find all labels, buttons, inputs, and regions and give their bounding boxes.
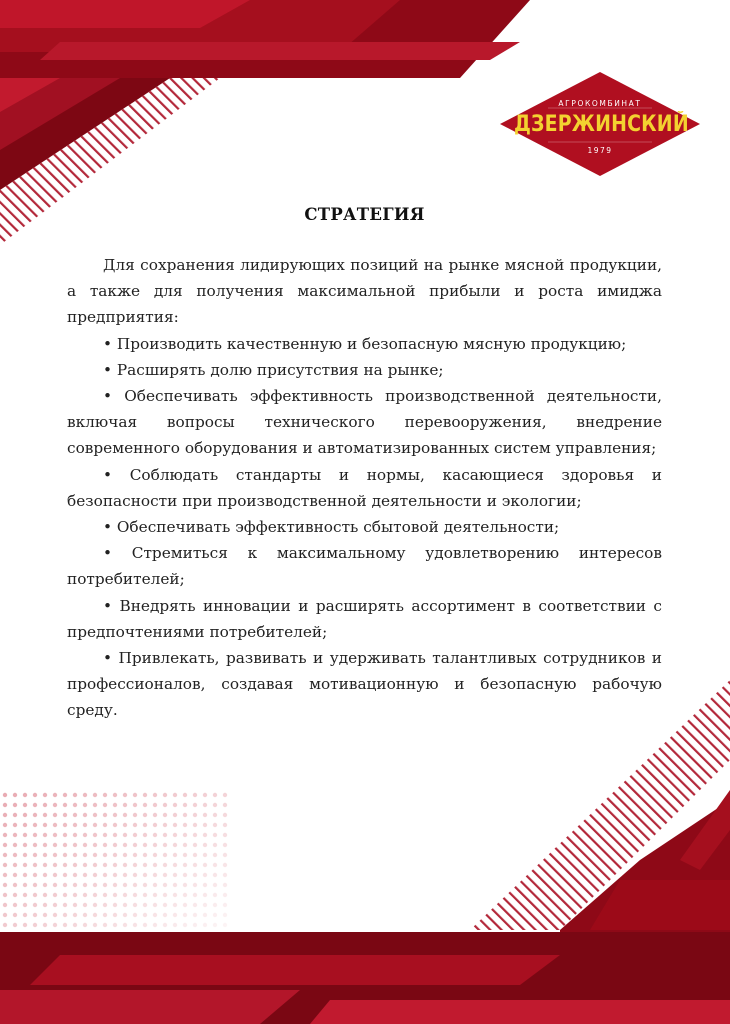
document-body — [67, 205, 662, 724]
logo-subtitle: АГРОКОМБИНАТ — [558, 99, 642, 108]
list-item: • Обеспечивать эффективность сбытовой деятельности; — [103, 518, 560, 537]
logo-name: ДЗЕРЖИНСКИЙ — [514, 112, 689, 137]
company-logo — [500, 72, 700, 176]
list-item: • Обеспечивать эффективность производственной деятельности, включая вопросы технического перевооружения, внедрение современного оборудования и автоматизированных систем управления; — [67, 387, 662, 458]
strategy-list — [67, 331, 662, 724]
document-title: СТРАТЕГИЯ — [304, 205, 425, 224]
logo-year: 1979 — [587, 146, 613, 155]
list-item: • Привлекать, развивать и удерживать талантливых сотрудников и профессионалов, создавая мотивационную и безопасную рабочую среду. — [67, 649, 662, 720]
list-item: • Соблюдать стандарты и нормы, касающиеся здоровья и безопасности при производственной деятельности и экологии; — [67, 465, 662, 510]
list-item: • Стремиться к максимальному удовлетворению интересов потребителей; — [67, 544, 662, 589]
list-item: • Расширять долю присутствия на рынке; — [103, 360, 444, 379]
list-item: • Внедрять инновации и расширять ассортимент в соответствии с предпочтениями потребителей; — [67, 596, 662, 641]
intro-paragraph: Для сохранения лидирующих позиций на рынке мясной продукции, а также для получения максимальной прибыли и роста имиджа предприятия: — [67, 256, 662, 327]
list-item: • Производить качественную и безопасную мясную продукцию; — [103, 334, 627, 353]
